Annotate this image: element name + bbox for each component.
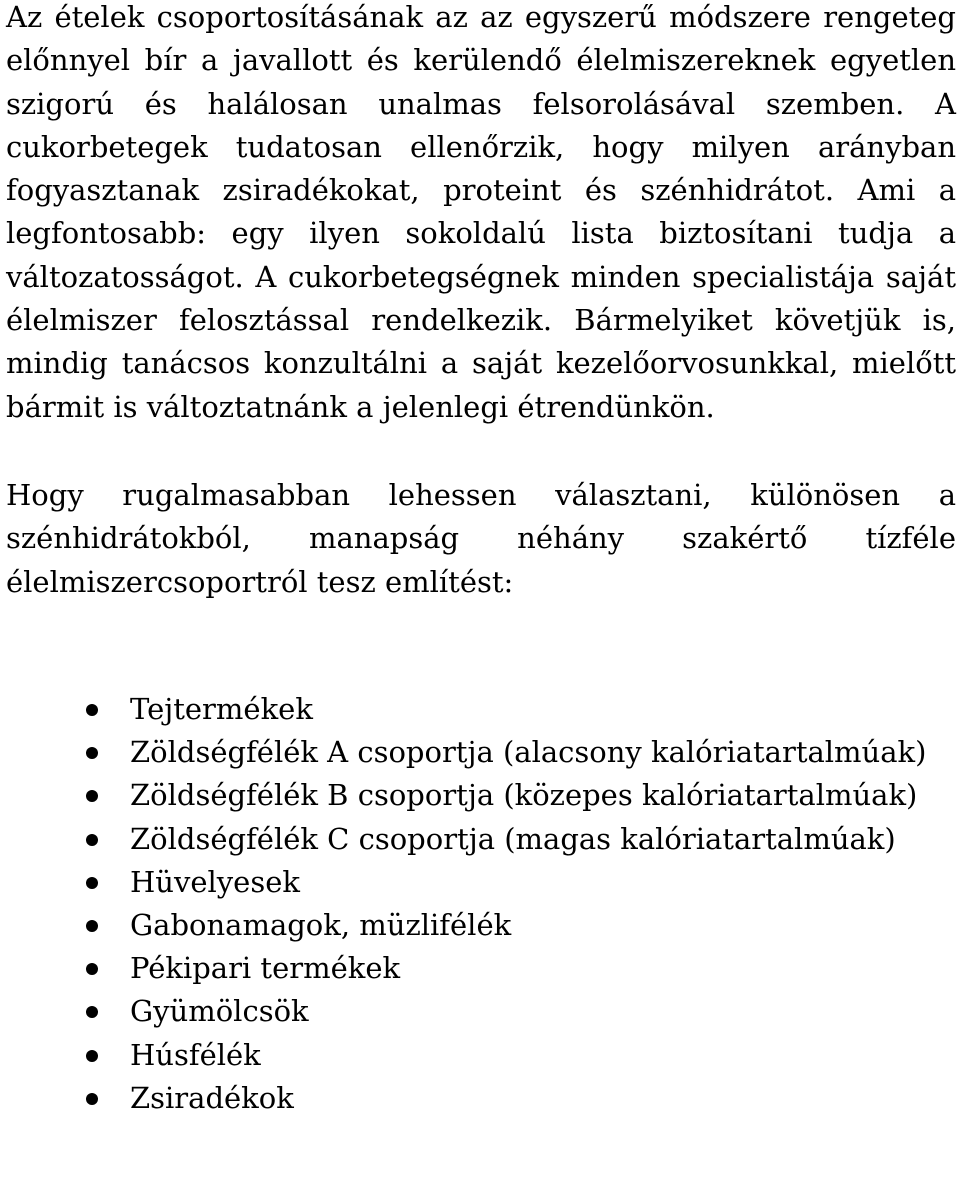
bullet-icon (86, 920, 98, 932)
list-item (6, 990, 956, 1033)
food-group-label: Pékipari termékek (130, 951, 401, 986)
bullet-icon (86, 790, 98, 802)
food-group-label: Gabonamagok, müzlifélék (130, 908, 512, 943)
bullet-icon (86, 1006, 98, 1018)
bullet-icon (86, 1093, 98, 1105)
bullet-icon (86, 1050, 98, 1062)
list-item (6, 1077, 956, 1120)
list-item (6, 688, 956, 731)
food-group-label: Húsfélék (130, 1037, 261, 1072)
intro-paragraph: Az ételek csoportosításának az az egyszerű módszere rengeteg előnnyel bír a javallott és kerülendő élelmiszereknek egyetlen szigorú és halálosan unalmas felsorolásával szemben. A cukorbetegek tudatosan ellenőrzik, hogy milyen arányban fogyasztanak zsiradékokat, proteint és szénhidrátot. Ami a legfontosabb: egy ilyen sokoldalú lista biztosítani tudja a változatosságot. A cukorbetegségnek minden specialistája saját élelmiszer felosztással rendelkezik. Bármelyiket követjük is, mindig tanácsos konzultálni a saját kezelőorvosunkkal, mielőtt bármit is változtatnánk a jelenlegi étrendünkön. (6, 0, 956, 424)
food-group-label: Zsiradékok (130, 1080, 294, 1115)
food-group-label: Tejtermékek (130, 692, 313, 726)
list-item (6, 731, 956, 774)
list-item (6, 1034, 956, 1077)
bullet-icon (86, 747, 98, 759)
list-item (6, 818, 956, 861)
food-group-label: Hüvelyesek (130, 864, 300, 899)
bullet-icon (86, 963, 98, 975)
bullet-icon (86, 704, 98, 716)
list-item (6, 861, 956, 904)
list-item (6, 774, 956, 817)
list-item (6, 947, 956, 990)
food-group-label: Zöldségfélék C csoportja (magas kalóriatartalmúak) (130, 821, 896, 856)
food-group-label: Gyümölcsök (130, 994, 309, 1029)
bullet-icon (86, 834, 98, 846)
food-group-list (6, 688, 956, 1120)
food-group-label: Zöldségfélék A csoportja (alacsony kalóriatartalmúak) (130, 735, 927, 770)
bullet-icon (86, 877, 98, 889)
food-group-label: Zöldségfélék B csoportja (közepes kalóriatartalmúak) (130, 778, 918, 813)
food-groups-intro-paragraph: Hogy rugalmasabban lehessen választani, különösen a szénhidrátokból, manapság néhány szakértő tízféle élelmiszercsoportról tesz említést: (6, 478, 956, 599)
list-item (6, 904, 956, 947)
